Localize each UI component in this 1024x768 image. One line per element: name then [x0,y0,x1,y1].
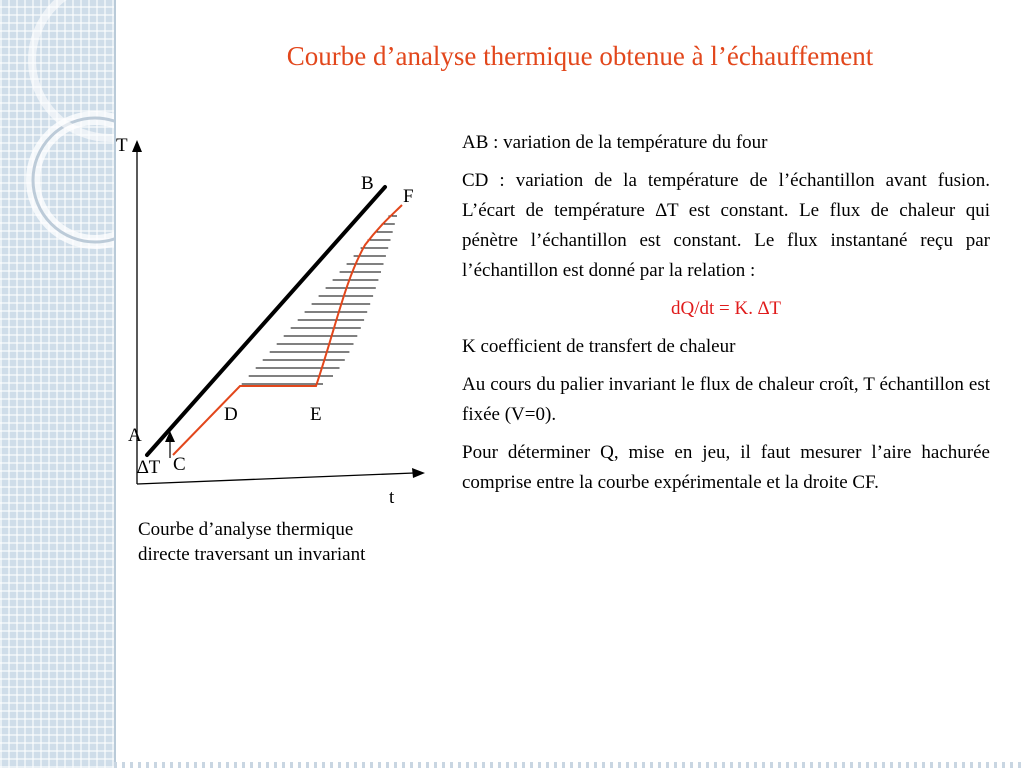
slide-title: Courbe d’analyse thermique obtenue à l’échauffement [286,41,874,71]
paragraph-palier: Au cours du palier invariant le flux de chaleur croît, T échantillon est fixée (V=0). [462,374,990,425]
thermal-analysis-diagram [114,120,444,510]
label-D: D [224,404,238,425]
diagram-caption: Courbe d’analyse thermique directe traversant un invariant [138,519,366,565]
sample-curve-cdef [173,205,402,455]
label-C: C [173,454,186,475]
label-B: B [361,173,374,194]
furnace-line-ab [147,187,385,455]
x-axis-arrow [412,468,425,478]
label-t: t [389,487,395,508]
hatched-area [242,216,397,384]
label-E: E [310,404,322,425]
paragraph-ab: AB : variation de la température du four [462,132,768,153]
explanation-text [462,128,990,506]
paragraph-aire: Pour déterminer Q, mise en jeu, il faut mesurer l’aire hachurée comprise entre la courbe expérimentale et la droite CF. [462,442,990,493]
label-delta-T: ∆T [137,457,161,478]
label-T: T [116,135,128,156]
decorative-sidebar [0,0,116,768]
paragraph-k: K coefficient de transfert de chaleur [462,336,736,357]
decorative-bottom-strip [114,762,1024,768]
paragraph-cd: CD : variation de la température de l’échantillon avant fusion. L’écart de température ∆T est constant. Le flux de chaleur qui pénètre l’échantillon est constant. Le flux instantané reçu par l’échantillon est donné par la relation : [462,170,990,281]
label-F: F [403,186,414,207]
y-axis-arrow [132,140,142,152]
decorative-rings [0,0,114,768]
formula: dQ/dt = K. ∆T [671,298,781,319]
label-A: A [128,425,142,446]
